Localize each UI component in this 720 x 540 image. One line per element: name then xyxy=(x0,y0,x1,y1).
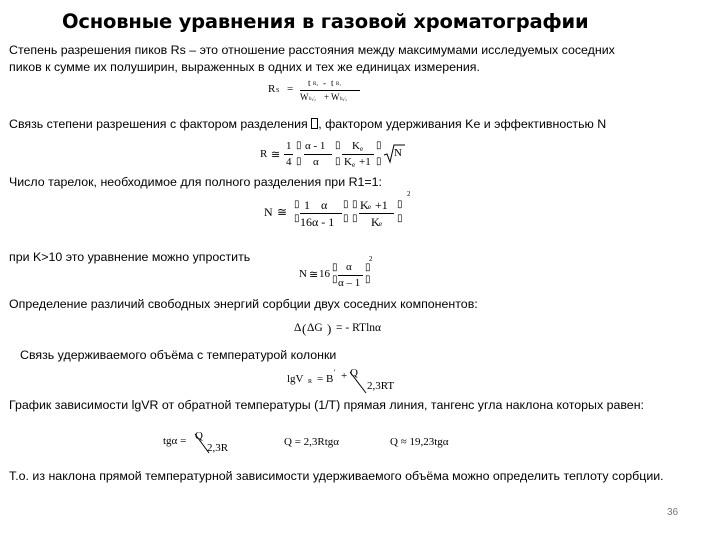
rs-den-w2: W xyxy=(331,92,340,102)
tg-den: 2,3R xyxy=(207,442,229,454)
relation-text-before: Связь степени разрешения с фактором разделения xyxy=(9,117,312,131)
r-sqrt-arg: N xyxy=(394,147,402,159)
n-bracket-4: ▯ xyxy=(343,213,349,224)
plates-text: Число тарелок, необходимое для полного разделения при R1=1: xyxy=(9,175,382,189)
simplify-text: при K>10 это уравнение можно упростить xyxy=(9,250,251,264)
lgv-prime: ' xyxy=(334,368,336,377)
n-f2-bar xyxy=(312,213,342,214)
slope-formula xyxy=(163,430,243,460)
r-f2-num: α - 1 xyxy=(305,140,326,152)
n-bracket-1: ▯ xyxy=(294,199,300,210)
slide-title: Основные уравнения в газовой хроматографии xyxy=(62,10,589,33)
lgv-rhs-main: = B xyxy=(317,373,334,385)
n-lhs: N xyxy=(264,205,273,219)
rs-equals: = xyxy=(287,83,294,95)
ns-exponent: 2 xyxy=(369,255,373,263)
energy-text: Определение различий свободных энергий сорбции двух соседних компонентов: xyxy=(9,297,478,311)
dg-inner: ΔG xyxy=(307,322,323,334)
dg-rhs: = - RTlnα xyxy=(336,322,382,334)
r-f1-num: 1 xyxy=(286,140,292,152)
page-number: 36 xyxy=(667,507,679,518)
resolution-formula xyxy=(268,78,378,108)
r-f1-den: 4 xyxy=(286,156,292,168)
lgv-den: 2,3RT xyxy=(367,380,395,392)
n-f2-den: α - 1 xyxy=(312,215,335,229)
ns-num: α xyxy=(346,261,352,273)
r-bracket-3: ▯ xyxy=(335,140,341,151)
r-f3-bar xyxy=(342,154,374,155)
rs-den-plus: + xyxy=(324,92,330,102)
resolution-relation-text xyxy=(9,116,606,133)
n-bracket-6: ▯ xyxy=(352,213,358,224)
n-bracket-3: ▯ xyxy=(343,199,349,210)
ns-coef: 16 xyxy=(319,268,330,280)
lgv-lhs: lgV xyxy=(287,373,304,385)
resolution-approx-formula xyxy=(260,139,410,173)
r-bracket-2: ▯ xyxy=(296,156,302,167)
plates-simple-formula xyxy=(299,255,379,290)
retention-volume-formula xyxy=(287,368,397,396)
ns-bar xyxy=(338,275,363,276)
r-f3-den-sub: e xyxy=(352,161,356,169)
resolution-definition-line-1: Степень разрешения пиков Rs – это отношение расстояния между максимумами исследуемых соседних xyxy=(9,43,615,57)
r-f3-num-sub: e xyxy=(360,145,364,153)
n-approx-sign: ≅ xyxy=(277,205,288,219)
r-bracket-4: ▯ xyxy=(335,156,341,167)
rs-lhs-subscript: S xyxy=(276,88,280,94)
r-f3-den-tail: +1 xyxy=(359,156,371,168)
n-f1-num: 1 xyxy=(304,198,310,212)
tg-lhs: tgα = xyxy=(163,435,187,447)
n-f3-num-tail: +1 xyxy=(375,198,388,212)
n-f3-den-sub: e xyxy=(379,220,383,228)
temperature-text: Связь удерживаемого объёма с температурой колонки xyxy=(20,348,337,362)
rs-lhs: R xyxy=(268,83,276,95)
n-f1-den: 16 xyxy=(300,215,312,229)
slash-icon xyxy=(348,369,368,395)
free-energy-formula xyxy=(294,322,404,340)
n-f3-num: K xyxy=(360,198,369,212)
rs-fraction-bar xyxy=(300,90,360,91)
lgv-lhs-sub: R xyxy=(308,379,313,385)
ns-approx-sign: ≅ xyxy=(309,269,319,281)
dg-paren-close: ) xyxy=(327,321,332,336)
r-approx-sign: ≅ xyxy=(271,149,281,161)
conclusion-text: Т.о. из наклона прямой температурной зависимости удерживаемого объёма можно определить теплоту сорбции. xyxy=(9,469,664,483)
r-f1-bar xyxy=(284,154,293,155)
rs-num-minus: - xyxy=(323,78,326,88)
r-bracket-6: ▯ xyxy=(376,156,382,167)
n-bracket-2: ▯ xyxy=(294,213,300,224)
r-f2-bar xyxy=(304,154,332,155)
r-bracket-5: ▯ xyxy=(376,140,382,151)
ns-bracket-4: ▯ xyxy=(365,274,371,285)
r-f2-den: α xyxy=(313,156,319,168)
ns-bracket-2: ▯ xyxy=(332,274,338,285)
n-bracket-7: ▯ xyxy=(397,199,403,210)
ns-den: α – 1 xyxy=(338,277,361,289)
ns-bracket-3: ▯ xyxy=(365,262,371,273)
q1-text: Q = 2,3Rtgα xyxy=(284,436,340,448)
ns-bracket-1: ▯ xyxy=(332,262,338,273)
q2-text: Q ≈ 19,23tgα xyxy=(390,436,449,448)
rs-den-w2-sub: b₂⁄₂ xyxy=(340,97,347,102)
lgv-plus: + xyxy=(341,370,348,382)
rs-den-w1: W xyxy=(300,92,309,102)
dg-paren-open: ( xyxy=(302,321,307,336)
r-f3-den: K xyxy=(344,156,352,168)
rs-num-t1-sub: R₂ xyxy=(313,82,319,87)
ns-lhs: N xyxy=(299,268,307,280)
resolution-definition-line-2: пиков к сумме их полуширин, выраженных в одних и тех же единицах измерения. xyxy=(9,60,480,74)
n-f2-num: α xyxy=(321,198,328,212)
n-f3-num-sub: e xyxy=(368,203,372,211)
relation-text-after: , фактором удерживания Ke и эффективностью N xyxy=(318,117,607,131)
dg-delta: Δ xyxy=(294,322,302,334)
plates-formula xyxy=(264,190,414,233)
r-bracket-1: ▯ xyxy=(296,140,302,151)
graph-text: График зависимости lgVR от обратной температуры (1/T) прямая линия, тангенс угла наклона которых равен: xyxy=(9,398,644,412)
r-lhs: R xyxy=(260,148,268,160)
rs-num-t1: t xyxy=(308,78,311,88)
n-bracket-8: ▯ xyxy=(397,213,403,224)
r-f3-num: K xyxy=(352,140,360,152)
rs-den-w1-sub: b₁⁄₂ xyxy=(309,97,316,102)
n-exponent: 2 xyxy=(407,190,411,198)
tg-q: Q xyxy=(195,430,203,442)
n-bracket-5: ▯ xyxy=(352,199,358,210)
rs-num-t2-sub: R₁ xyxy=(336,82,342,87)
n-f3-bar xyxy=(359,213,394,214)
n-f3-den: K xyxy=(371,215,380,229)
lgv-q: Q xyxy=(350,367,358,379)
rs-num-t2: t xyxy=(331,78,334,88)
